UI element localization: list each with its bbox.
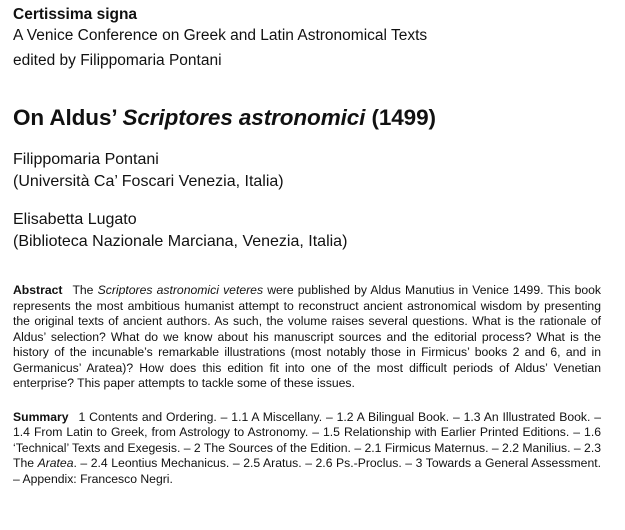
author-name: Elisabetta Lugato xyxy=(13,211,137,228)
series-subtitle: A Venice Conference on Greek and Latin Astronomical Texts xyxy=(13,27,428,44)
abstract xyxy=(13,283,601,392)
article-title-italic: Scriptores astronomici xyxy=(122,105,366,130)
author-block-1 xyxy=(13,149,613,193)
abstract-label: Abstract xyxy=(13,283,63,297)
abstract-text-1: The xyxy=(72,283,98,297)
abstract-italic-1: Scriptores astronomici veteres xyxy=(97,283,264,297)
summary xyxy=(13,410,601,488)
author-block-2 xyxy=(13,209,613,253)
author-affiliation: (Università Ca’ Foscari Venezia, Italia) xyxy=(13,173,284,190)
author-affiliation: (Biblioteca Nazionale Marciana, Venezia, Italia) xyxy=(13,233,348,250)
summary-label: Summary xyxy=(13,409,69,424)
summary-text-2: . – 2.4 Leontius Mechanicus. – 2.5 Aratus. – 2.6 Ps.-Proclus. – 3 Towards a General Assessment. – Appendix: Francesco Negri. xyxy=(13,456,601,486)
editor-line: edited by Filippomaria Pontani xyxy=(13,52,222,69)
abstract-text-2: were published by Aldus Manutius in Venice 1499. This book represents the most ambitious humanist attempt to reconstruct ancient astronomical wisdom by presenting the original texts of ancient authors. As such, the volume raises several questions. What is the rationale of Aldus’ selection? What do we know about his manuscript sources and the editorial process? What is the history of the incunable’s remarkable illustrations (most notably those in Firmicus’ books 2 and 6, and in Germanicus’ Aratea)? How does this edition fit into one of the most difficult periods of Aldus’ Venetian enterprise? This paper attempts to tackle some of these issues. xyxy=(13,283,602,390)
series-title: Certissima signa xyxy=(13,6,138,23)
summary-italic-1: Aratea xyxy=(37,456,74,470)
article-title xyxy=(13,104,613,132)
author-name: Filippomaria Pontani xyxy=(13,151,159,168)
article-title-suffix: (1499) xyxy=(365,105,436,130)
article-title-prefix: On Aldus’ xyxy=(13,105,123,130)
article-front-page xyxy=(13,5,613,487)
summary-text-1: 1 Contents and Ordering. – 1.1 A Miscellany. – 1.2 A Bilingual Book. – 1.3 An Illustrated Book. – 1.4 From Latin to Greek, from Astrology to Astronomy. – 1.5 Relationship with Earlier Printed Editions. – 1.6 ‘Technical’ Texts and Exegesis. – 2 The Sources of the Edition. – 2.1 Firmicus Maternus. – 2.2 Manilius. – 2.3 The xyxy=(13,409,601,470)
